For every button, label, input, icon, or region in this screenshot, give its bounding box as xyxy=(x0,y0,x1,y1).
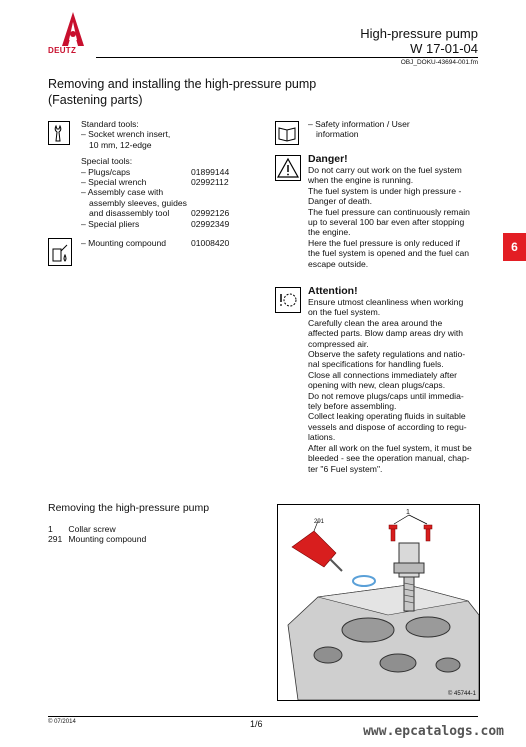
header-divider xyxy=(96,57,478,58)
special-tools-heading: Special tools: xyxy=(81,156,133,167)
document-code: W 17-01-04 xyxy=(410,41,478,56)
list-item: 1 Collar screw xyxy=(48,524,116,534)
callout-1: 1 xyxy=(406,509,410,516)
danger-block xyxy=(308,153,488,269)
attention-gear-icon xyxy=(275,287,301,313)
safety-info-line-2: information xyxy=(316,129,359,140)
pump-drawing xyxy=(278,505,479,700)
special-tool-row: – Special wrench 02992112 xyxy=(81,177,229,188)
chapter-tab[interactable]: 6 xyxy=(503,233,526,261)
special-tool-row: and disassembly tool 02992126 xyxy=(89,208,230,219)
footer-date: © 07/2014 xyxy=(48,719,76,725)
danger-title: Danger! xyxy=(308,153,348,165)
special-tool-row: – Assembly case with xyxy=(81,187,164,198)
page-title: High-pressure pump xyxy=(360,26,478,41)
main-title xyxy=(48,76,316,108)
object-file-name: OBJ_DOKU-43694-001.fm xyxy=(400,59,478,66)
tools-list xyxy=(81,119,271,229)
page-number: 1/6 xyxy=(250,719,263,729)
brand-name: DEUTZ xyxy=(48,46,77,55)
figure-reference: © 45744-1 xyxy=(447,691,476,697)
parts-list xyxy=(48,524,248,545)
standard-tool-line-1: – Socket wrench insert, xyxy=(81,129,171,140)
danger-warning-icon xyxy=(275,155,301,181)
wrench-icon xyxy=(48,121,70,145)
danger-text: Do not carry out work on the fuel system when the engine is running. The fuel system is under high pressure - Danger of death. The fuel pressure can continuously remain up to several 100 bar even after stopping the engine. Here the fuel pressure is only reduced if the fuel system is opened and the fuel can escape outside. xyxy=(308,165,470,269)
standard-tool-line-2: 10 mm, 12-edge xyxy=(89,139,152,150)
special-tool-row: – Special pliers 02992349 xyxy=(81,218,230,229)
attention-text: Ensure utmost cleanliness when working on the fuel system. Carefully clean the area around the affected parts. Blow damp areas dry with compressed air. Observe the safety regulations and natio- nal specifications for handling fuels. Close all connections immediately after opening with new, clean plugs/caps. Do not remove plugs/caps until immedia- tely before assembling. Collect leaking operating fluids in suitable vessels and dispose of according to regu- lations. After all work on the fuel system, it must be bleeded - see the operation manual, chap- ter "6 Fuel system". xyxy=(308,297,472,474)
standard-tools-heading: Standard tools: xyxy=(81,119,139,129)
attention-block xyxy=(308,285,488,474)
watermark-link[interactable]: www.epcatalogs.com xyxy=(363,724,504,739)
book-icon xyxy=(275,121,299,145)
special-tool-row: – Plugs/caps 01899144 xyxy=(81,166,230,177)
section-title: Removing the high-pressure pump xyxy=(48,502,210,514)
safety-info-line-1: – Safety information / User xyxy=(308,119,410,129)
callout-291: 291 xyxy=(314,519,325,525)
main-title-line-1: Removing and installing the high-pressure pump xyxy=(48,77,317,91)
footer-divider xyxy=(48,716,478,717)
mounting-compound-row: – Mounting compound 01008420 xyxy=(81,238,230,248)
pump-illustration xyxy=(277,504,480,701)
list-item: 291 Mounting compound xyxy=(48,534,147,545)
special-tool-row: assembly sleeves, guides xyxy=(89,197,187,208)
main-title-line-2: (Fastening parts) xyxy=(48,93,143,107)
mounting-compound-icon xyxy=(48,238,72,266)
safety-info xyxy=(308,119,488,140)
attention-title: Attention! xyxy=(308,285,358,297)
